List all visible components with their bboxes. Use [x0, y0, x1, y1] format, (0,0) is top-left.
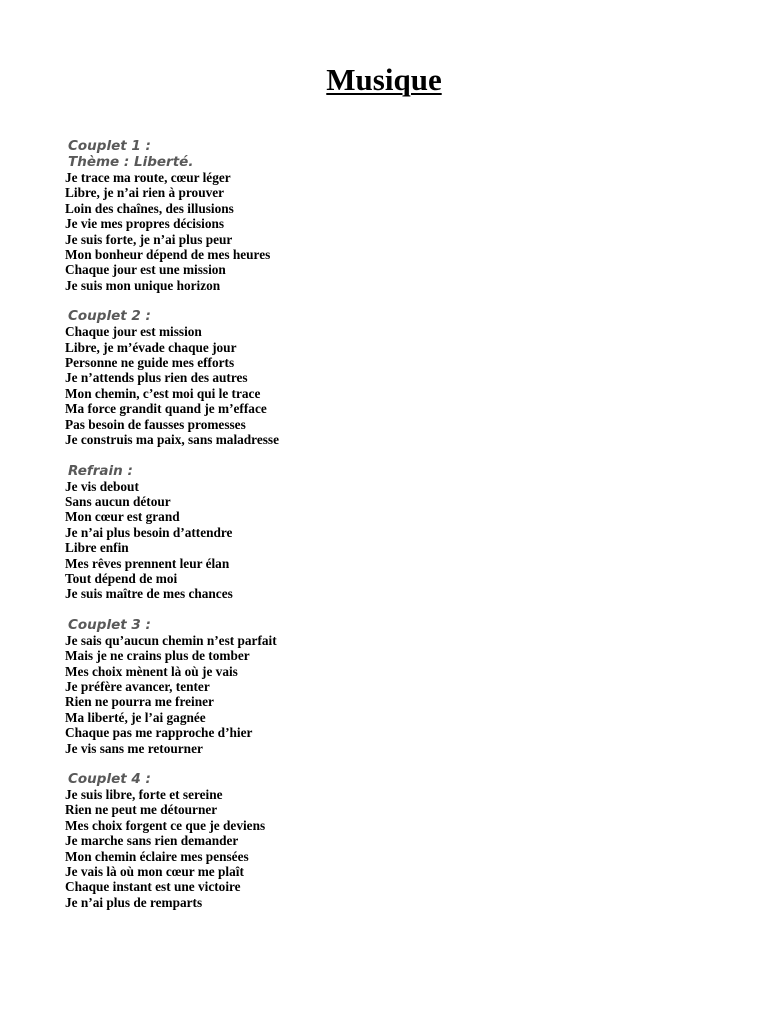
lyric-line: Je préfère avancer, tenter — [65, 678, 210, 694]
lyric-line: Libre, je n’ai rien à prouver — [65, 185, 225, 201]
lyric-line: Je vais là où mon cœur me plaît — [65, 864, 244, 880]
lyric-line: Je n’ai plus de remparts — [65, 894, 203, 910]
lyric-line: Mais je ne crains plus de tomber — [65, 648, 250, 664]
lyric-line: Je n’ai plus besoin d’attendre — [65, 524, 233, 540]
lyric-line: Chaque jour est une mission — [65, 262, 226, 278]
lyric-line: Mon bonheur dépend de mes heures — [65, 247, 271, 263]
lyric-lines — [65, 170, 725, 293]
lyric-line: Je vie mes propres décisions — [65, 216, 225, 232]
section-heading: Couplet 1 : — [68, 138, 151, 154]
section-heading: Couplet 4 : — [68, 771, 151, 787]
lyric-line: Libre, je m’évade chaque jour — [65, 339, 237, 355]
lyric-line: Je suis maître de mes chances — [65, 586, 233, 602]
lyric-lines — [65, 633, 725, 756]
lyrics-body — [65, 138, 725, 910]
lyric-line: Je vis debout — [65, 478, 139, 494]
section-couplet-2 — [65, 308, 725, 447]
lyric-line: Chaque pas me rapproche d’hier — [65, 725, 253, 741]
lyric-line: Rien ne peut me détourner — [65, 802, 218, 818]
lyric-line: Je n’attends plus rien des autres — [65, 370, 248, 386]
section-couplet-3 — [65, 617, 725, 756]
section-heading: Couplet 3 : — [68, 616, 151, 633]
lyric-line: Mes choix mènent là où je vais — [65, 663, 238, 679]
lyric-line: Je trace ma route, cœur léger — [65, 170, 231, 185]
lyric-line: Personne ne guide mes efforts — [65, 355, 235, 371]
lyric-line: Mon cœur est grand — [65, 509, 180, 525]
lyric-line: Pas besoin de fausses promesses — [65, 416, 246, 432]
lyric-line: Je suis libre, forte et sereine — [65, 787, 223, 802]
lyric-line: Loin des chaînes, des illusions — [65, 200, 234, 216]
lyric-line: Libre enfin — [65, 540, 129, 556]
lyric-line: Chaque instant est une victoire — [65, 879, 241, 895]
page-title: Musique — [326, 62, 442, 97]
section-heading: Couplet 2 : — [68, 308, 151, 325]
lyric-lines — [65, 324, 725, 447]
lyric-lines — [65, 479, 725, 602]
lyric-line: Je suis forte, je n’ai plus peur — [65, 231, 233, 247]
lyric-line: Je vis sans me retourner — [65, 740, 203, 756]
lyric-line: Tout dépend de moi — [65, 570, 178, 586]
lyric-line: Rien ne pourra me freiner — [65, 694, 214, 710]
lyric-line: Je sais qu’aucun chemin n’est parfait — [65, 632, 277, 648]
lyric-line: Je marche sans rien demander — [65, 833, 239, 849]
lyric-lines — [65, 787, 725, 910]
lyric-line: Mes choix forgent ce que je deviens — [65, 817, 266, 833]
lyric-line: Ma force grandit quand je m’efface — [65, 401, 267, 417]
section-theme-heading: Thème : Liberté. — [68, 154, 194, 170]
lyric-line: Mes rêves prennent leur élan — [65, 555, 230, 571]
section-heading: Refrain : — [68, 462, 133, 479]
lyric-line: Mon chemin éclaire mes pensées — [65, 848, 249, 864]
lyric-line: Je suis mon unique horizon — [65, 277, 221, 293]
section-couplet-1 — [65, 138, 725, 293]
lyric-line: Ma liberté, je l’ai gagnée — [65, 709, 206, 725]
lyric-line: Je construis ma paix, sans maladresse — [65, 432, 279, 448]
lyric-line: Chaque jour est mission — [65, 324, 202, 340]
section-couplet-4 — [65, 771, 725, 910]
section-refrain — [65, 463, 725, 602]
lyric-line: Mon chemin, c’est moi qui le trace — [65, 385, 261, 401]
lyric-line: Sans aucun détour — [65, 493, 171, 509]
